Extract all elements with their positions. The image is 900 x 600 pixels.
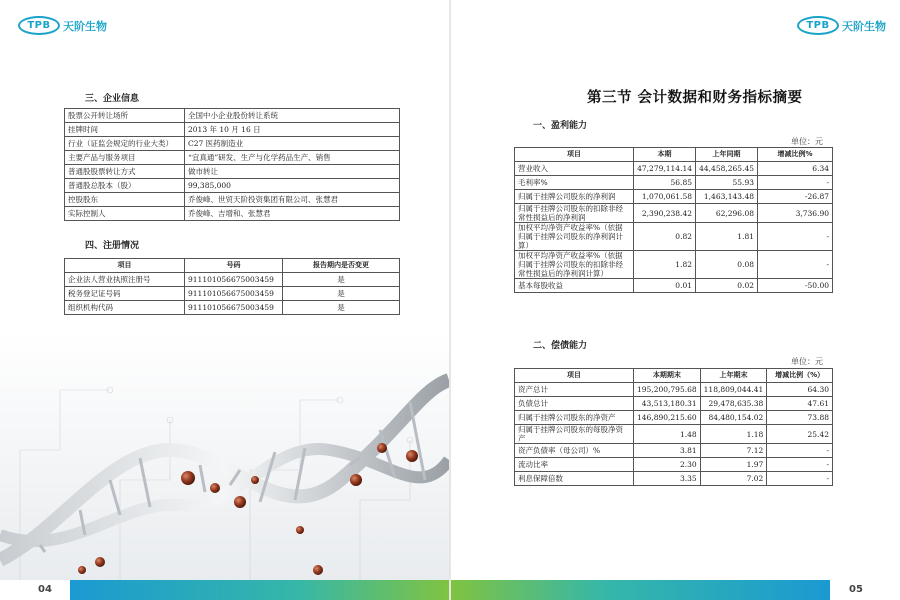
page-number-right: 05 (849, 584, 863, 595)
table-cell: 911101056675003459 (185, 287, 283, 301)
page-number-left: 04 (38, 584, 52, 595)
registration-table (64, 258, 400, 315)
table-cell: 组织机构代码 (65, 301, 185, 315)
footer-color-bar-right (451, 580, 830, 600)
table-cell: 毛利率% (515, 176, 634, 190)
table-row (515, 279, 833, 293)
profit-header-item: 项目 (515, 148, 634, 162)
table-cell: 73.88 (767, 411, 833, 425)
table-row (515, 397, 833, 411)
table-row (515, 425, 833, 444)
table-cell: 是 (283, 273, 400, 287)
table-cell: 43,513,180.31 (634, 397, 701, 411)
table-cell: 企业法人营业执照注册号 (65, 273, 185, 287)
solvency-header-current: 本期期末 (634, 369, 701, 383)
table-row (65, 109, 400, 123)
table-cell: 加权平均净资产收益率%（依据归属于挂牌公司股东的扣除非经常性损益后的净利润计算） (515, 251, 634, 279)
table-cell: 行业（证监会规定的行业大类） (65, 137, 185, 151)
table-cell: 是 (283, 301, 400, 315)
table-cell: 47,279,114.14 (634, 162, 696, 176)
table-cell: 2.30 (634, 458, 701, 472)
table-cell: 资产总计 (515, 383, 634, 397)
table-cell: 911101056675003459 (185, 273, 283, 287)
table-cell: - (767, 472, 833, 486)
table-cell: 0.82 (634, 223, 696, 251)
table-row (65, 123, 400, 137)
profit-title: 一、盈利能力 (533, 121, 588, 131)
table-row (515, 204, 833, 223)
chapter-title: 第三节 会计数据和财务指标摘要 (587, 89, 803, 106)
table-cell: 股票公开转让场所 (65, 109, 185, 123)
table-row (65, 193, 400, 207)
table-row (515, 444, 833, 458)
left-page (0, 0, 449, 600)
table-cell: 7.12 (700, 444, 767, 458)
table-cell: “宜真通”研发、生产与化学药品生产、销售 (185, 151, 400, 165)
table-row (515, 162, 833, 176)
footer-color-bar (70, 580, 449, 600)
table-cell: 146,890,215.60 (634, 411, 701, 425)
table-cell: 是 (283, 287, 400, 301)
brand-logo-right (797, 16, 886, 35)
table-cell: 1.82 (634, 251, 696, 279)
table-cell: 0.01 (634, 279, 696, 293)
table-cell: C27 医药制造业 (185, 137, 400, 151)
table-cell: 全国中小企业股份转让系统 (185, 109, 400, 123)
table-cell: 普通股股票转让方式 (65, 165, 185, 179)
right-page (451, 0, 900, 600)
registration-header-number: 号码 (185, 259, 283, 273)
table-cell: 营业收入 (515, 162, 634, 176)
solvency-title: 二、偿债能力 (533, 341, 588, 351)
table-cell: 0.02 (696, 279, 758, 293)
table-cell: 乔俊峰、世贸天阶投资集团有限公司、张慧君 (185, 193, 400, 207)
table-cell: 税务登记证号码 (65, 287, 185, 301)
table-cell: 56.85 (634, 176, 696, 190)
table-cell: 44,458,265.45 (696, 162, 758, 176)
registration-title: 四、注册情况 (85, 241, 140, 251)
table-cell: -26.87 (758, 190, 833, 204)
table-row (515, 411, 833, 425)
table-cell: 做市转让 (185, 165, 400, 179)
table-row (515, 190, 833, 204)
table-cell: 29,478,635.38 (700, 397, 767, 411)
table-cell: 6.34 (758, 162, 833, 176)
table-row (65, 165, 400, 179)
tpb-logo-mark: TPB (18, 16, 60, 35)
brand-logo (18, 16, 107, 35)
table-cell: 0.08 (696, 251, 758, 279)
table-cell: 普通股总股本（股） (65, 179, 185, 193)
table-cell: - (758, 223, 833, 251)
registration-header-item: 项目 (65, 259, 185, 273)
brand-name-right: 天阶生物 (842, 19, 886, 33)
brand-name: 天阶生物 (63, 19, 107, 33)
table-row (65, 151, 400, 165)
profit-unit: 单位：元 (791, 137, 823, 146)
dna-helix-illustration (0, 330, 449, 580)
profit-header-change: 增减比例% (758, 148, 833, 162)
profit-header-current: 本期 (634, 148, 696, 162)
profit-table (514, 147, 833, 293)
table-cell: 3.81 (634, 444, 701, 458)
table-cell: 2013 年 10 月 16 日 (185, 123, 400, 137)
table-cell: 归属于挂牌公司股东的净利润 (515, 190, 634, 204)
table-cell: 归属于挂牌公司股东的每股净资产 (515, 425, 634, 444)
table-cell: 流动比率 (515, 458, 634, 472)
left-footer (0, 580, 449, 600)
table-cell: 3,736.90 (758, 204, 833, 223)
right-footer (451, 580, 900, 600)
table-row (65, 137, 400, 151)
table-cell: 控股股东 (65, 193, 185, 207)
table-cell: 84,480,154.02 (700, 411, 767, 425)
table-row (65, 287, 400, 301)
company-info-title: 三、企业信息 (85, 94, 140, 104)
table-cell: -50.00 (758, 279, 833, 293)
table-row (515, 176, 833, 190)
table-cell: 1,463,143.48 (696, 190, 758, 204)
table-cell: 乔俊峰、吉增和、张慧君 (185, 207, 400, 221)
table-cell: 2,390,238.42 (634, 204, 696, 223)
table-cell: 64.30 (767, 383, 833, 397)
table-cell: 主要产品与服务项目 (65, 151, 185, 165)
tpb-logo-mark-right: TPB (797, 16, 839, 35)
table-cell: 1.48 (634, 425, 701, 444)
company-info-table (64, 108, 400, 221)
solvency-header-item: 项目 (515, 369, 634, 383)
table-cell: 归属于挂牌公司股东的净资产 (515, 411, 634, 425)
table-row (65, 179, 400, 193)
table-cell: 195,200,795.68 (634, 383, 701, 397)
table-row (515, 458, 833, 472)
table-cell: - (767, 458, 833, 472)
table-cell: 1,070,061.58 (634, 190, 696, 204)
table-cell: 资产负债率（母公司）% (515, 444, 634, 458)
table-cell: 1.97 (700, 458, 767, 472)
table-cell: 1.18 (700, 425, 767, 444)
table-row (65, 301, 400, 315)
table-cell: - (758, 176, 833, 190)
table-cell: 实际控制人 (65, 207, 185, 221)
table-cell: - (767, 444, 833, 458)
table-cell: 归属于挂牌公司股东的扣除非经常性损益后的净利润 (515, 204, 634, 223)
table-cell: 7.02 (700, 472, 767, 486)
table-cell: 55.93 (696, 176, 758, 190)
registration-header-changed: 报告期内是否变更 (283, 259, 400, 273)
table-row (515, 472, 833, 486)
table-row (515, 223, 833, 251)
table-cell: 911101056675003459 (185, 301, 283, 315)
table-cell: 25.42 (767, 425, 833, 444)
table-row (515, 251, 833, 279)
table-cell: - (758, 251, 833, 279)
table-cell: 挂牌时间 (65, 123, 185, 137)
solvency-header-prior: 上年期末 (700, 369, 767, 383)
table-row (65, 207, 400, 221)
table-cell: 62,296.08 (696, 204, 758, 223)
table-cell: 47.61 (767, 397, 833, 411)
table-row (515, 383, 833, 397)
table-cell: 118,809,044.41 (700, 383, 767, 397)
solvency-header-change: 增减比例（%） (767, 369, 833, 383)
table-cell: 加权平均净资产收益率%（依据归属于挂牌公司股东的净利润计算） (515, 223, 634, 251)
profit-header-prior: 上年同期 (696, 148, 758, 162)
table-cell: 99,385,000 (185, 179, 400, 193)
table-cell: 1.81 (696, 223, 758, 251)
table-cell: 负债总计 (515, 397, 634, 411)
table-cell: 利息保障倍数 (515, 472, 634, 486)
solvency-table (514, 368, 833, 486)
table-row (65, 273, 400, 287)
table-cell: 3.35 (634, 472, 701, 486)
table-cell: 基本每股收益 (515, 279, 634, 293)
solvency-unit: 单位：元 (791, 357, 823, 366)
